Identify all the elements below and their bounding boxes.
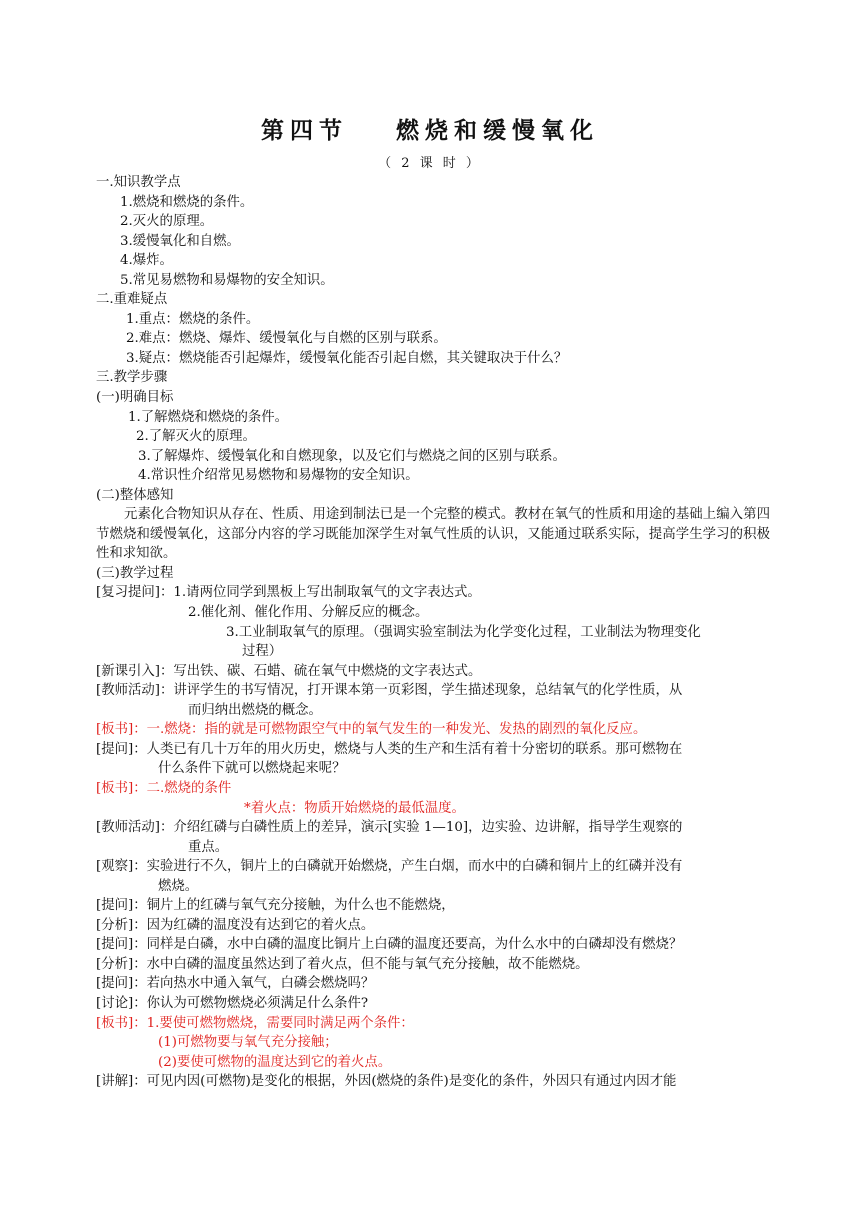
question-text: 铜片上的红磷与氧气充分接触，为什么也不能燃烧， [146,898,455,914]
list-item: 1.燃烧和燃烧的条件。 [120,194,254,210]
subheading-overview: (二)整体感知 [96,487,174,503]
teacher-activity-2-cont: 重点。 [188,839,229,855]
subheading-process: (三)教学过程 [96,565,174,581]
board-tag: [板书]： [96,722,147,738]
list-item: 4.常识性介绍常见易燃物和易爆物的安全知识。 [138,468,419,484]
teacher-text: 讲评学生的书写情况，打开课本第一页彩图，学生描述现象，总结氧气的化学性质，从 [173,683,683,699]
intro-line [96,662,770,682]
question-3 [96,935,770,955]
analysis-2 [96,955,770,975]
analysis-tag: [分析]： [96,956,147,972]
teacher-activity-1-cont: 而归纳出燃烧的概念。 [188,702,322,718]
question-tag: [提问]： [96,937,147,953]
lecture-text: 可见内因(可燃物)是变化的根据，外因(燃烧的条件)是变化的条件，外因只有通过内因才能 [146,1074,677,1090]
heading-teaching-steps: 三.教学步骤 [96,370,168,386]
question-1 [96,740,770,760]
subheading-objectives: (一)明确目标 [96,390,174,406]
teacher-activity-2 [96,818,770,838]
analysis-text: 因为红磷的温度没有达到它的着火点。 [146,917,375,933]
question-text: 同样是白磷，水中白磷的温度比铜片上白磷的温度还要高，为什么水中的白磷却没有燃烧？ [146,937,683,953]
list-item: 2.了解灭火的原理。 [136,429,256,445]
list-item: 3.了解爆炸、缓慢氧化和自燃现象，以及它们与燃烧之间的区别与联系。 [138,448,566,464]
analysis-1 [96,916,770,936]
teacher-tag: [教师活动]： [96,683,174,699]
question-2 [96,896,770,916]
observation-text: 实验进行不久，铜片上的白磷就开始燃烧，产生白烟，而水中的白磷和铜片上的红磷并没有 [146,859,683,875]
analysis-tag: [分析]： [96,917,147,933]
board-note-3 [96,1014,770,1034]
heading-key-points: 二.重难疑点 [96,292,168,308]
page-title [0,112,860,145]
list-item: 1.重点：燃烧的条件。 [126,311,260,327]
review-line-1 [96,583,770,603]
question-tag: [提问]： [96,898,147,914]
list-item: 3.缓慢氧化和自燃。 [120,233,240,249]
teacher-activity-1 [96,681,770,701]
board-note-1 [96,720,770,740]
page-subtitle: （ 2 课 时 ） [378,156,482,171]
review-line-2: 2.催化剂、催化作用、分解反应的概念。 [188,605,429,621]
board-note-2 [96,779,770,799]
board-text: 二.燃烧的条件 [146,780,232,796]
heading-knowledge-points: 一.知识教学点 [96,175,181,190]
board-text: 1.要使可燃物燃烧，需要同时满足两个条件： [146,1015,414,1031]
document-body [96,173,770,1092]
list-item: 4.爆炸。 [120,253,173,269]
ignition-point-note: *着火点：物质开始燃烧的最低温度。 [244,800,465,816]
teacher-text: 介绍红磷与白磷性质上的差异，演示[实验 1—10]，边实验、边讲解，指导学生观察的 [173,820,683,836]
board-tag: [板书]： [96,780,147,796]
board-tag: [板书]： [96,1015,147,1031]
overview-paragraph: 元素化合物知识从存在、性质、用途到制法已是一个完整的模式。教材在氧气的性质和用途的基础上编入第四节燃烧和缓慢氧化，这部分内容的学习既能加深学生对氧气性质的认识，又能通过联系实际，提高学生学习的积极性和求知欲。 [96,507,770,562]
list-item: 2.灭火的原理。 [120,214,214,230]
question-text: 若向热水中通入氧气，白磷会燃烧吗？ [146,976,375,992]
lecture-tag: [讲解]： [96,1074,147,1090]
list-item: 2.难点：燃烧、爆炸、缓慢氧化与自燃的区别与联系。 [126,331,447,347]
discussion-text: 你认为可燃物燃烧必须满足什么条件? [146,995,369,1011]
board-text: 一.燃烧：指的就是可燃物跟空气中的氧气发生的一种发光、发热的剧烈的氧化反应。 [146,722,647,738]
discussion [96,994,770,1014]
discussion-tag: [讨论]： [96,995,147,1011]
review-text: 1.请两位同学到黑板上写出制取氧气的文字表达式。 [173,585,481,601]
intro-tag: [新课引入]： [96,663,174,679]
observation [96,857,770,877]
list-item: 1.了解燃烧和燃烧的条件。 [128,409,289,425]
title-topic: 燃烧和缓慢氧化 [396,118,599,144]
observation-tag: [观察]： [96,859,147,875]
list-item: 5.常见易燃物和易爆物的安全知识。 [120,272,334,288]
title-section: 第四节 [261,118,348,144]
intro-text: 写出铁、碳、石蜡、硫在氧气中燃烧的文字表达式。 [173,663,482,679]
lecture [96,1072,770,1092]
question-tag: [提问]： [96,976,147,992]
question-1-cont: 什么条件下就可以燃烧起来呢？ [158,761,346,777]
condition-item-2: (2)要使可燃物的温度达到它的着火点。 [158,1054,392,1070]
teacher-tag: [教师活动]： [96,820,174,836]
observation-cont: 燃烧。 [158,878,199,894]
review-line-3-cont: 过程） [242,644,283,660]
question-4 [96,974,770,994]
analysis-text: 水中白磷的温度虽然达到了着火点，但不能与氧气充分接触，故不能燃烧。 [146,956,589,972]
review-line-3: 3.工业制取氧气的原理。（强调实验室制法为化学变化过程，工业制法为物理变化 [226,624,701,640]
review-tag: [复习提问]： [96,585,174,601]
question-text: 人类已有几十万年的用火历史，燃烧与人类的生产和生活有着十分密切的联系。那可燃物在 [146,741,683,757]
question-tag: [提问]： [96,741,147,757]
condition-item-1: (1)可燃物要与氧气充分接触； [158,1035,338,1051]
list-item: 3.疑点：燃烧能否引起爆炸，缓慢氧化能否引起自燃，其关键取决于什么？ [126,350,568,366]
